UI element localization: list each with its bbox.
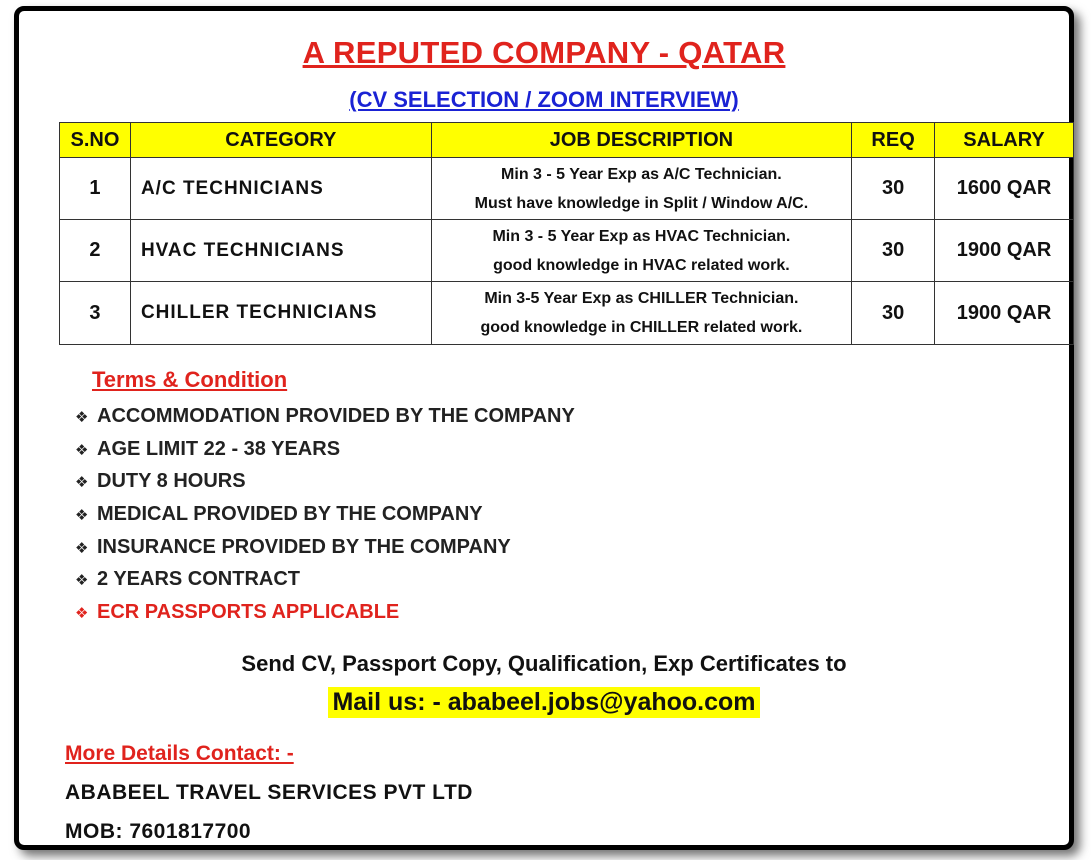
term-text: DUTY 8 HOURS — [97, 470, 246, 493]
description-line: Min 3 - 5 Year Exp as A/C Technician. — [501, 165, 782, 183]
diamond-bullet-icon: ❖ — [75, 441, 89, 459]
cell-req: 30 — [852, 158, 935, 220]
cell-job-description — [431, 158, 851, 220]
cell-sno: 2 — [60, 220, 131, 282]
diamond-bullet-icon: ❖ — [75, 409, 89, 426]
table-row — [60, 158, 1074, 220]
term-text: 2 YEARS CONTRACT — [97, 568, 300, 591]
cell-req: 30 — [852, 220, 935, 282]
description-line: Must have knowledge in Split / Window A/C. — [474, 194, 809, 212]
list-item — [75, 532, 575, 565]
column-header-salary: SALARY — [935, 123, 1074, 158]
term-text: ACCOMMODATION PROVIDED BY THE COMPANY — [97, 405, 575, 427]
cell-sno: 3 — [60, 282, 131, 345]
diamond-bullet-icon: ❖ — [75, 507, 89, 525]
term-text: INSURANCE PROVIDED BY THE COMPANY — [97, 535, 511, 558]
column-header-category: CATEGORY — [130, 123, 431, 158]
company-name: ABABEEL TRAVEL SERVICES PVT LTD — [65, 781, 473, 804]
cell-category: A/C TECHNICIANS — [130, 158, 431, 220]
poster-frame — [14, 6, 1074, 850]
mobile-number: MOB: 7601817700 — [65, 820, 252, 843]
cell-job-description — [431, 220, 851, 282]
cell-req: 30 — [852, 282, 935, 345]
email-contact: Mail us: - ababeel.jobs@yahoo.com — [328, 687, 759, 718]
description-line: good knowledge in CHILLER related work. — [480, 319, 803, 336]
table-row — [60, 220, 1074, 282]
table-row — [60, 282, 1074, 345]
diamond-bullet-icon: ❖ — [75, 605, 89, 623]
terms-list — [75, 401, 575, 630]
table-header-row — [60, 123, 1074, 158]
list-item — [75, 564, 575, 597]
cell-salary: 1900 QAR — [935, 220, 1074, 282]
cell-category: HVAC TECHNICIANS — [130, 220, 431, 282]
diamond-bullet-icon: ❖ — [75, 572, 89, 590]
diamond-bullet-icon: ❖ — [75, 474, 89, 492]
column-header-req: REQ — [852, 123, 935, 158]
column-header-job-description: JOB DESCRIPTION — [431, 123, 851, 158]
list-item — [75, 499, 575, 532]
mail-line — [19, 687, 1069, 718]
list-item — [75, 597, 575, 630]
term-text: AGE LIMIT 22 - 38 YEARS — [97, 437, 341, 460]
jobs-table — [59, 122, 1074, 345]
page-subtitle: (CV SELECTION / ZOOM INTERVIEW) — [349, 87, 739, 112]
cell-salary: 1600 QAR — [935, 158, 1074, 220]
term-text: MEDICAL PROVIDED BY THE COMPANY — [97, 503, 483, 526]
send-instructions: Send CV, Passport Copy, Qualification, Exp Certificates to — [241, 651, 847, 676]
description-line: Min 3-5 Year Exp as CHILLER Technician. — [484, 290, 799, 307]
list-item — [75, 401, 575, 434]
cell-sno: 1 — [60, 158, 131, 220]
description-line: good knowledge in HVAC related work. — [493, 256, 790, 274]
description-line: Min 3 - 5 Year Exp as HVAC Technician. — [492, 227, 791, 245]
list-item — [75, 434, 575, 467]
term-text: ECR PASSPORTS APPLICABLE — [97, 601, 400, 624]
page-title: A REPUTED COMPANY - QATAR — [302, 35, 786, 70]
cell-salary: 1900 QAR — [935, 282, 1074, 345]
terms-heading: Terms & Condition — [92, 367, 288, 392]
more-details-heading: More Details Contact: - — [65, 742, 294, 765]
list-item — [75, 466, 575, 499]
cell-category: CHILLER TECHNICIANS — [130, 282, 431, 345]
column-header-sno: S.NO — [60, 123, 131, 158]
diamond-bullet-icon: ❖ — [75, 539, 89, 557]
cell-job-description — [431, 282, 851, 345]
